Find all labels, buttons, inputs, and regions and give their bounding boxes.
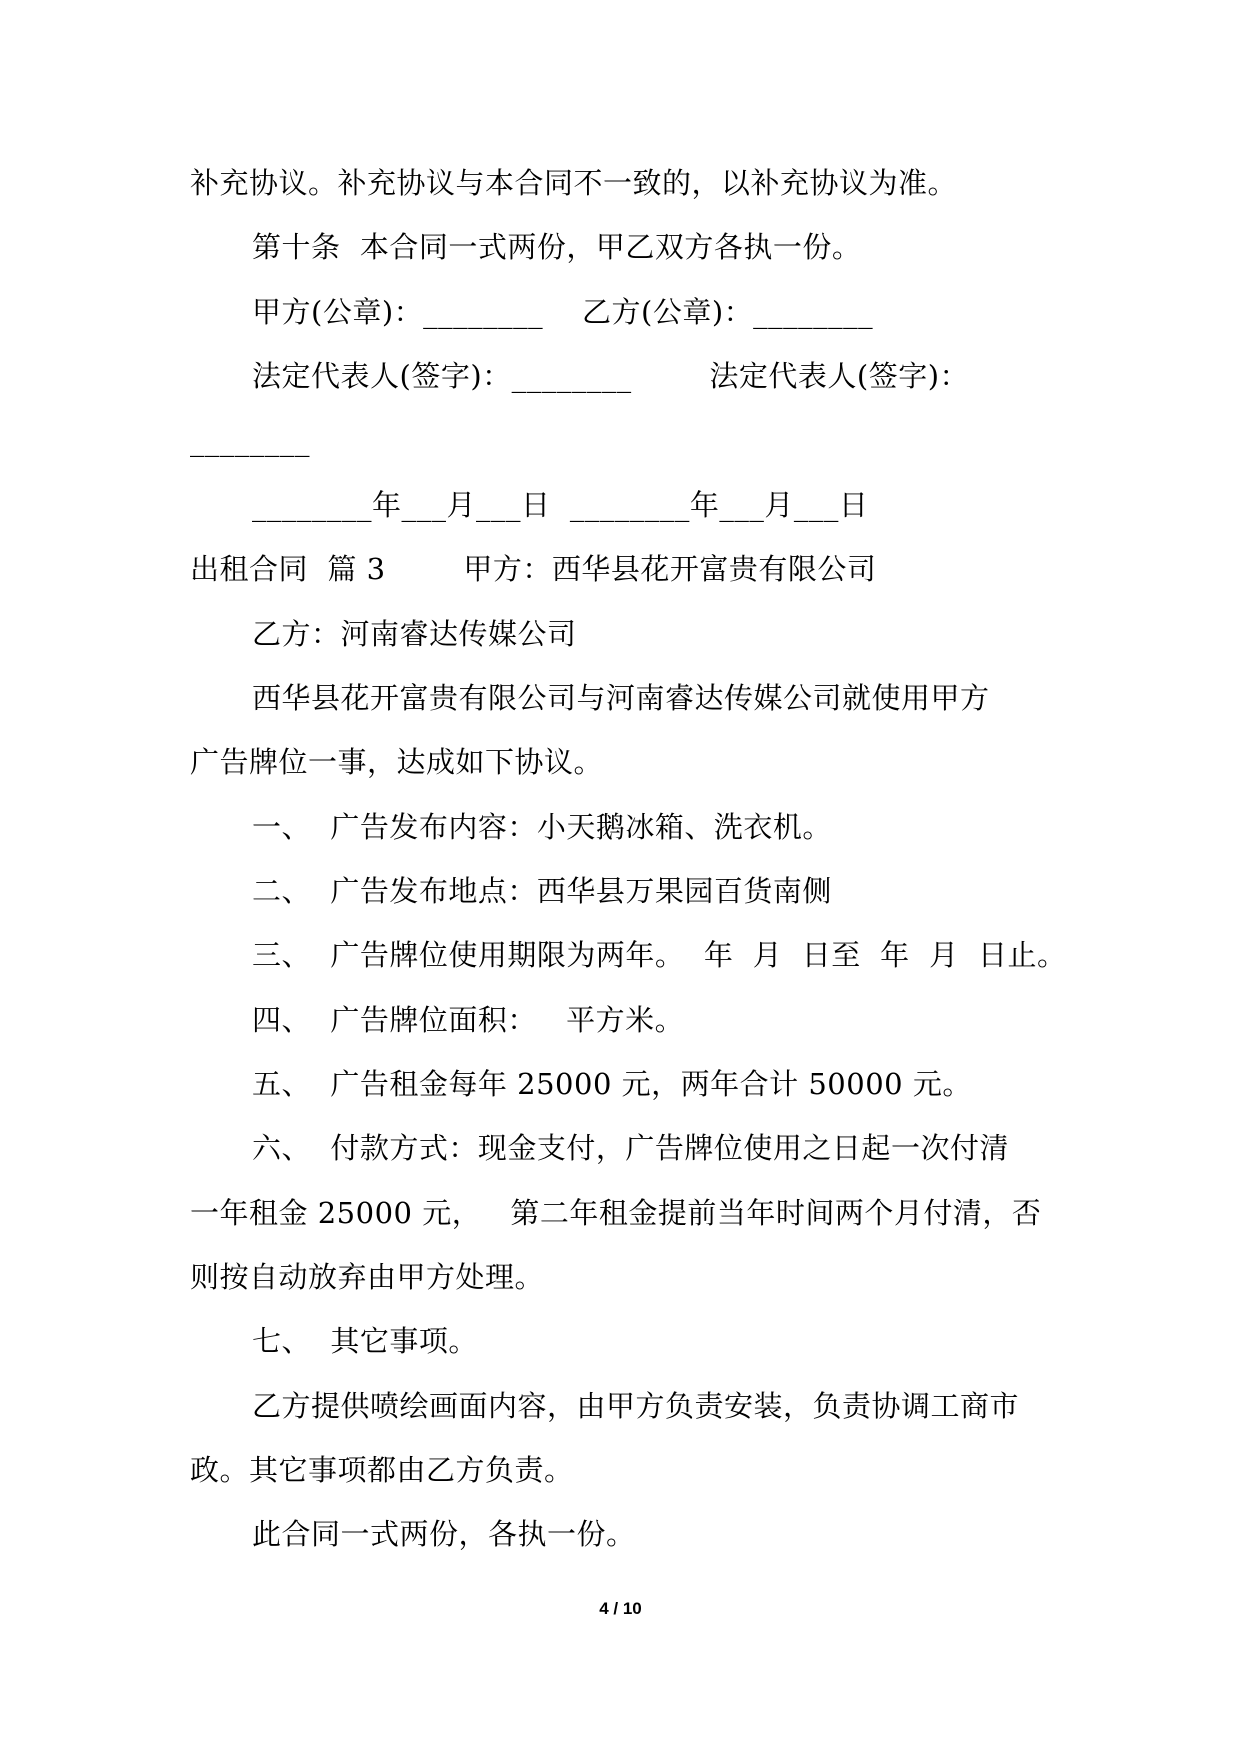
section-heading: 出租合同 篇 3 甲方：西华县花开富贵有限公司 [190, 552, 877, 586]
clause-line: 五、 广告租金每年 25000 元，两年合计 50000 元。 [252, 1067, 972, 1101]
text-line: 补充协议。补充协议与本合同不一致的，以补充协议为准。 [190, 166, 958, 200]
text-line: 政。其它事项都由乙方负责。 [190, 1453, 574, 1487]
clause-line: 三、 广告牌位使用期限为两年。 年 月 日至 年 月 日止。 [252, 938, 1067, 972]
text-line: 一年租金 25000 元， 第二年租金提前当年时间两个月付清，否 [190, 1196, 1042, 1230]
page-number: 4 / 10 [599, 1599, 642, 1618]
text-line: 西华县花开富贵有限公司与河南睿达传媒公司就使用甲方 [252, 681, 990, 715]
text-line: 第十条 本合同一式两份，甲乙双方各执一份。 [252, 230, 862, 264]
text-line: 乙方提供喷绘画面内容，由甲方负责安装，负责协调工商市 [252, 1389, 1020, 1423]
text-line: 则按自动放弃由甲方处理。 [190, 1260, 545, 1294]
text-line: 乙方：河南睿达传媒公司 [252, 617, 577, 651]
clause-line: 一、 广告发布内容：小天鹅冰箱、洗衣机。 [252, 810, 832, 844]
clause-line: 七、 其它事项。 [252, 1324, 478, 1358]
clause-line: 二、 广告发布地点：西华县万果园百货南侧 [252, 874, 832, 908]
date-line: ________年___月___日 ________年___月___日 [252, 488, 869, 522]
signature-line: 法定代表人(签字)：________ 法定代表人(签字)： [252, 359, 970, 393]
text-line: 此合同一式两份，各执一份。 [252, 1517, 636, 1551]
signature-line: 甲方(公章)：________ 乙方(公章)：________ [252, 295, 874, 329]
signature-line: ________ [190, 423, 310, 457]
clause-line: 六、 付款方式：现金支付，广告牌位使用之日起一次付清 [252, 1131, 1009, 1165]
text-line: 广告牌位一事，达成如下协议。 [190, 745, 604, 779]
clause-line: 四、 广告牌位面积： 平方米。 [252, 1003, 685, 1037]
